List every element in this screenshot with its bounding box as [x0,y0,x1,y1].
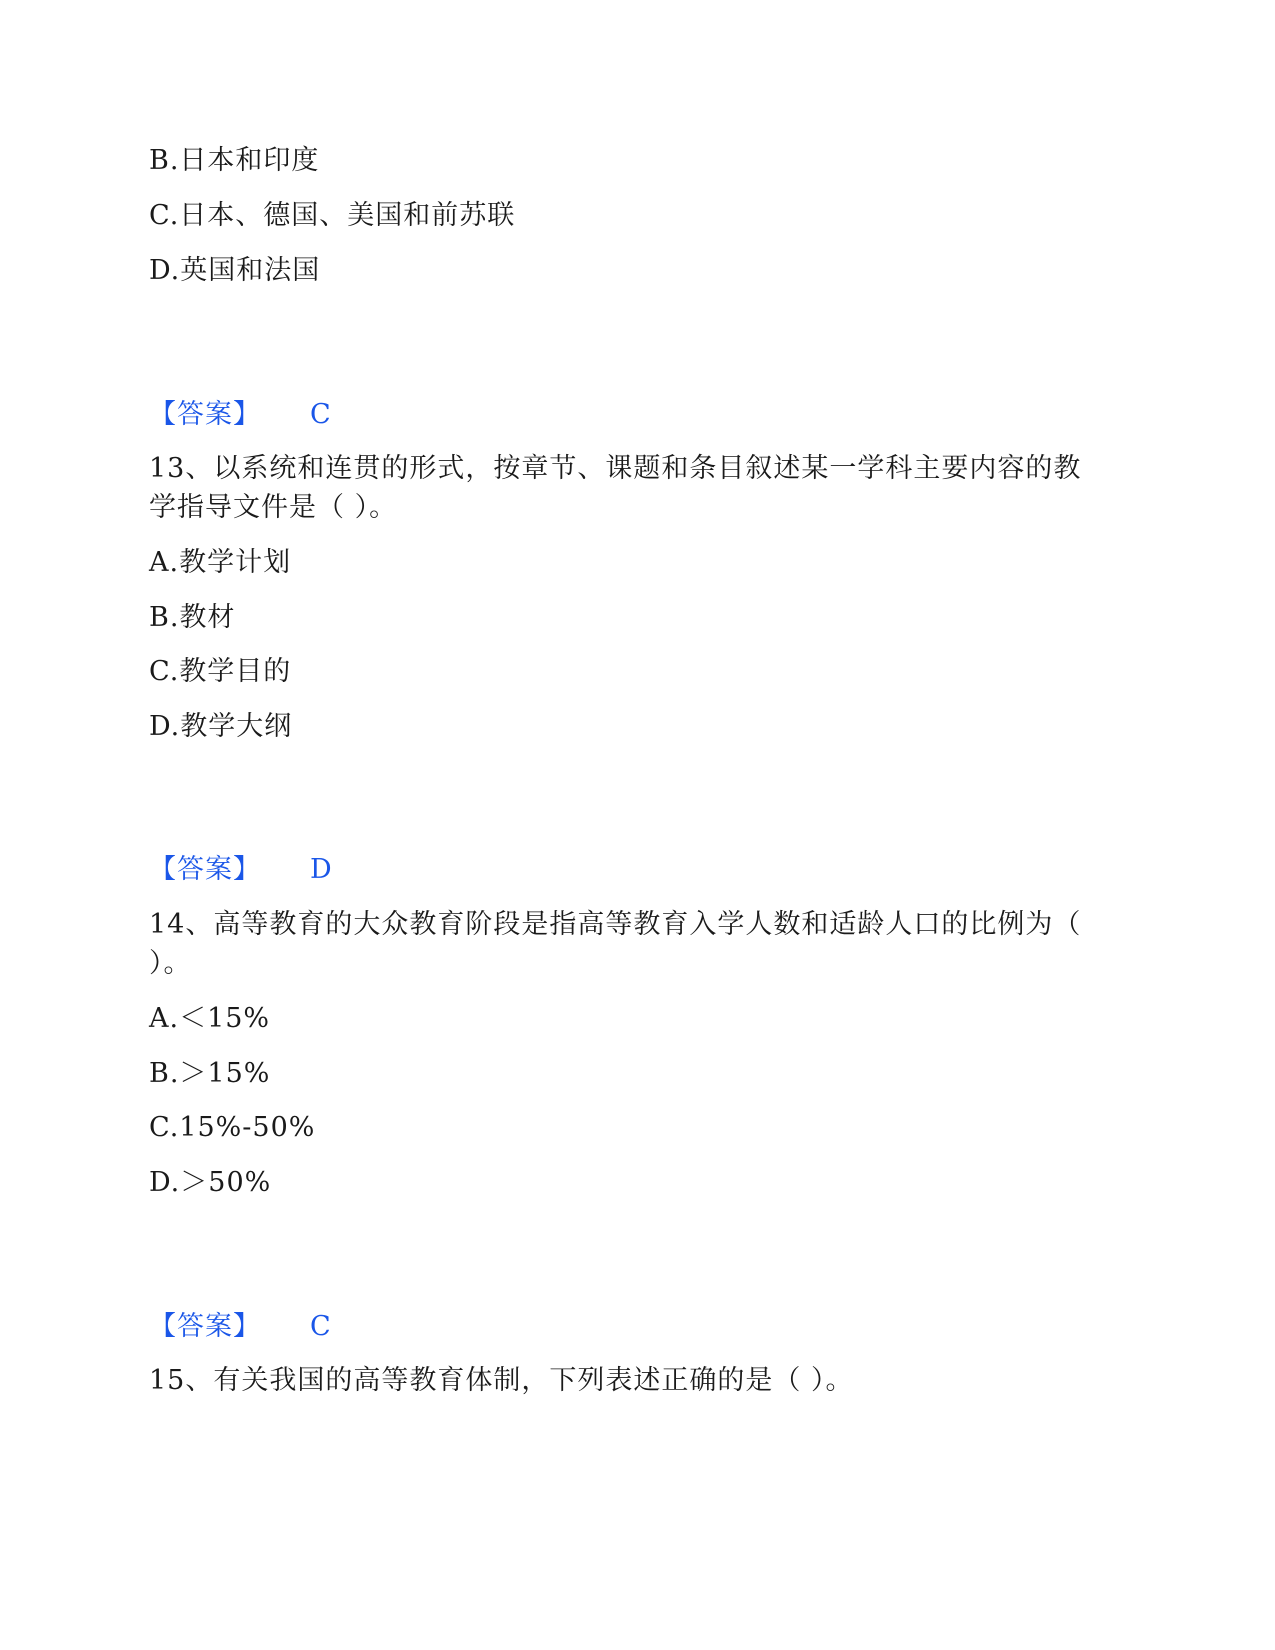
q13-answer [149,853,333,887]
q12-option-b: B.日本和印度 [149,145,320,176]
q13-stem-line1: 13、以系统和连贯的形式，按章节、课题和条目叙述某一学科主要内容的教 [149,453,1082,484]
q12-answer [149,398,332,432]
answer-label: 【答案】 [149,399,261,430]
q13-option-d: D.教学大纲 [149,711,293,742]
answer-label: 【答案】 [149,1311,261,1342]
q13-option-b: B.教材 [149,602,236,633]
q14-answer [149,1310,332,1344]
q14-option-b: B.＞15% [149,1058,271,1089]
answer-value: C [310,399,332,430]
q14-stem-line1: 14、高等教育的大众教育阶段是指高等教育入学人数和适龄人口的比例为（ [149,909,1082,940]
q13-stem-line2: 学指导文件是（ ）。 [149,492,398,523]
q14-option-c: C.15%-50% [149,1112,316,1143]
q13-option-c: C.教学目的 [149,656,292,687]
q12-option-c: C.日本、德国、美国和前苏联 [149,200,516,231]
q13-option-a: A.教学计划 [149,547,292,578]
answer-value: C [310,1311,332,1342]
q15-stem-line1: 15、有关我国的高等教育体制，下列表述正确的是（ ）。 [149,1365,854,1396]
q14-option-a: A.＜15% [149,1003,271,1034]
q14-option-d: D.＞50% [149,1167,272,1198]
answer-value: D [310,854,333,885]
answer-label: 【答案】 [149,854,261,885]
q12-option-d: D.英国和法国 [149,255,321,286]
q14-stem-line2: ）。 [149,948,192,979]
